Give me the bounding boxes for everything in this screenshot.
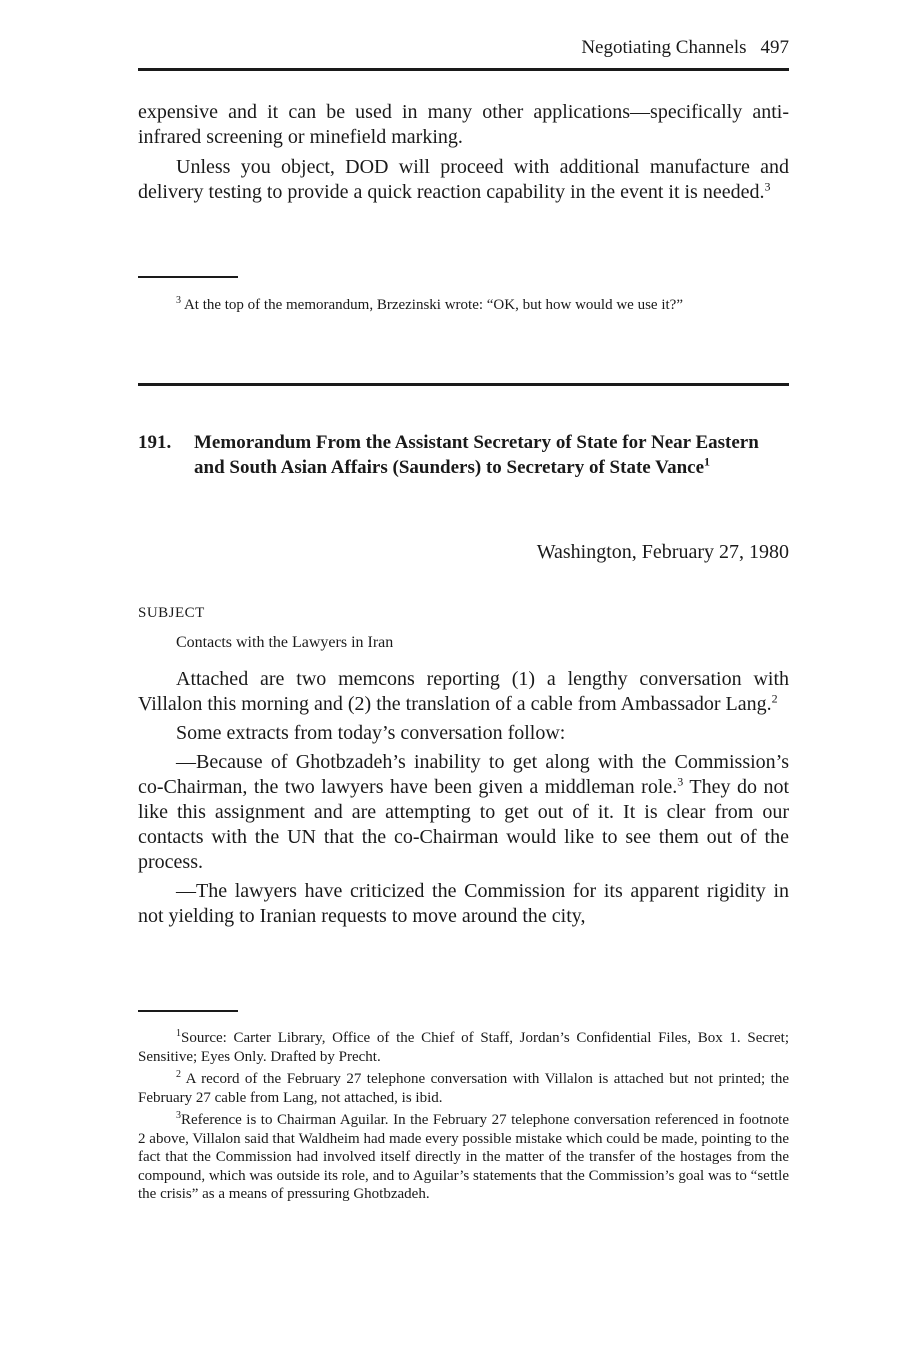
footnote-marker: 1 [176,1028,181,1039]
subject-text: Contacts with the Lawyers in Iran [176,634,394,651]
footnote-marker: 3 [176,1110,181,1121]
footnote [138,1070,789,1107]
footnote-text: At the top of the memorandum, Brzezinski wrote: “OK, but how would we use it?” [183,297,683,313]
document-title-text: Memorandum From the Assistant Secretary of State for Near Eastern and South Asian Affairs (Saunders) to Secretary of State Vance [194,432,759,478]
footnote-ref: 2 [771,691,778,706]
paragraph: Some extracts from today’s conversation follow: [176,722,566,744]
running-head [581,37,789,59]
paragraph-text: They do not like this assignment and are attempting to get out of it. It is clear from our contacts with the UN that the co-Chairman would like to see them out of the process. [138,776,789,873]
section-divider [138,383,789,386]
paragraph-text: Attached are two memcons reporting (1) a lengthy conversation with Villalon this morning and (2) the translation of a cable from Ambassador Lang. [138,668,789,715]
document-title [194,430,789,480]
paragraph [138,750,789,875]
footnote-marker: 3 [176,295,181,306]
page-number: 497 [760,37,789,58]
document-number: 191. [138,432,172,453]
footnote [138,296,789,315]
footnote-text: Source: Carter Library, Office of the Chief of Staff, Jordan’s Confidential Files, Box 1. Secret; Sensitive; Eyes Only. Drafted by Precht. [138,1030,789,1065]
footnote-section-top [138,296,789,315]
footnote-ref: 3 [677,774,684,789]
header-rule [138,68,789,71]
subject-label: SUBJECT [138,605,205,621]
footnote-section [138,1029,789,1204]
footnote-text: A record of the February 27 telephone conversation with Villalon is attached but not printed; the February 27 cable from Lang, not attached, is ibid. [138,1071,789,1106]
footnote-rule [138,1010,238,1012]
paragraph: —The lawyers have criticized the Commission for its apparent rigidity in not yielding to Iranian requests to move around the city, [138,880,789,927]
paragraph-text: —Because of Ghotbzadeh’s inability to get along with the Commission’s co-Chairman, the two lawyers have been given a middleman role. [138,751,789,798]
footnote-rule [138,276,238,278]
footnote [138,1111,789,1204]
paragraph [138,667,789,717]
dateline: Washington, February 27, 1980 [536,541,789,563]
continued-paragraph: expensive and it can be used in many other applications—specifically anti-infrared screening or minefield marking. [138,101,789,148]
paragraph [138,155,789,205]
footnote-ref: 1 [704,454,711,469]
document-heading [138,430,789,480]
footnote-text: Reference is to Chairman Aguilar. In the February 27 telephone conversation referenced in footnote 2 above, Villalon said that Waldheim had made every possible mistake which could be made, pointing to the fact that the Commission had involved itself directly in the matter of the transfer of the hostages from the compound, which was outside its role, and to Aguilar’s statements that the Commission’s goal was to “settle the crisis” as a means of pressuring Ghotbzadeh. [138,1112,789,1202]
memo-body [138,667,789,929]
footnote-marker: 2 [176,1069,181,1080]
footnote-ref: 3 [764,179,771,194]
paragraph-text: Unless you object, DOD will proceed with additional manufacture and delivery testing to provide a quick reaction capability in the event it is needed. [138,156,789,203]
footnote [138,1029,789,1066]
running-title: Negotiating Channels [581,37,747,58]
continued-text [138,100,789,205]
